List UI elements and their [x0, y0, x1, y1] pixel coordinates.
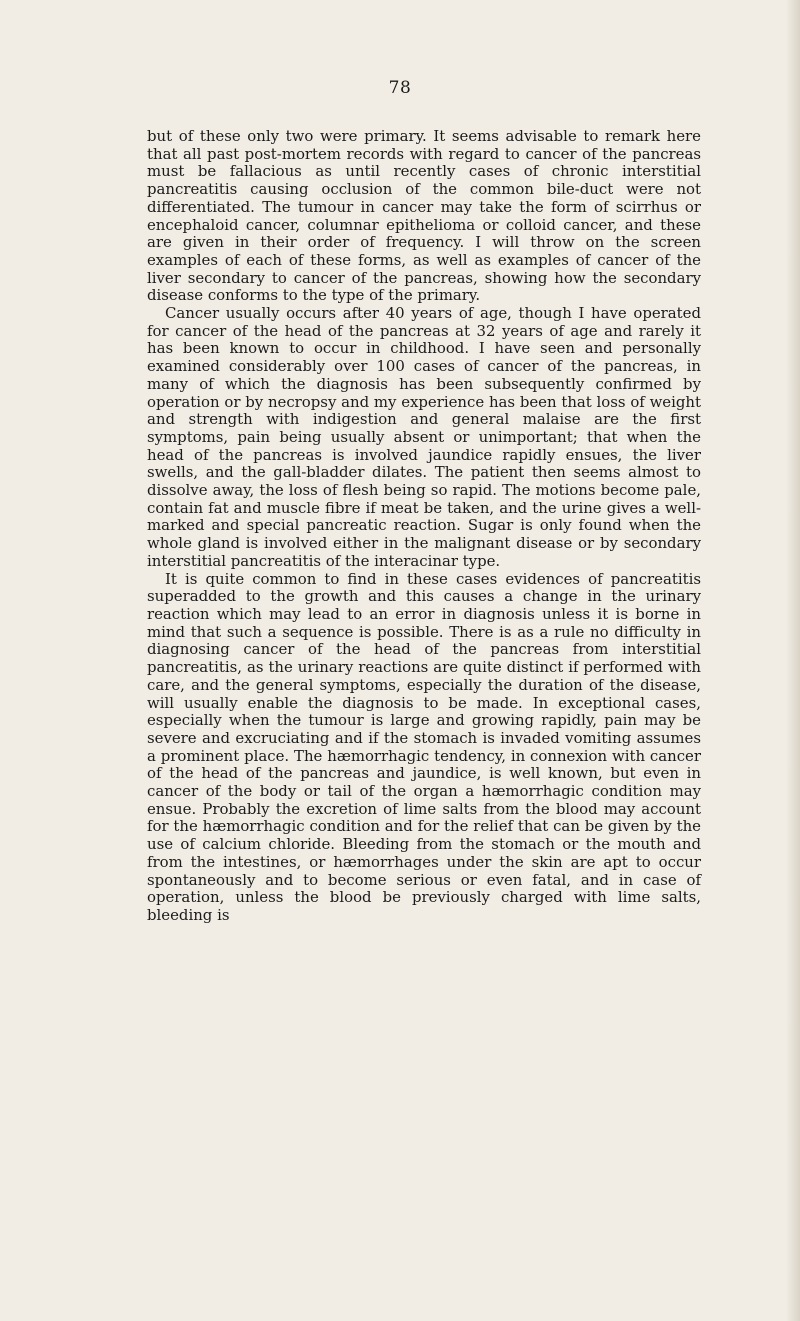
paragraph-1: but of these only two were primary. It seems advisable to remark here that all past post-mortem records with regard to cancer of the pancreas must be fallacious as until recently cases of chronic interstitial pancreatitis causing occlusion of the common bile-duct were not differentiated. The tumour in cancer may take the form of scirrhus or encephaloid cancer, columnar epithelioma or colloid cancer, and these are given in their order of frequency. I will throw on the screen examples of each of these forms, as well as examples of cancer of the liver secondary to cancer of the pancreas, showing how the secondary disease conforms to the type of the primary. — [147, 127, 701, 305]
paragraph-2: Cancer usually occurs after 40 years of age, though I have operated for cancer of the head of the pancreas at 32 years of age and rarely it has been known to occur in childhood. I have seen and personally examined considerably over 100 cases of cancer of the pancreas, in many of which the diagnosis has been subsequently confirmed by operation or by necropsy and my experience has been that loss of weight and strength with indigestion and general malaise are the first symptoms, pain being usually absent or unimportant; that when the head of the pancreas is involved jaundice rapidly ensues, the liver swells, and the gall-bladder dilates. The patient then seems almost to dissolve away, the loss of flesh being so rapid. The motions become pale, contain fat and muscle fibre if meat be taken, and the urine gives a well-marked and special pancreatic reaction. Sugar is only found when the whole gland is involved either in the malignant disease or by secondary interstitial pancreatitis of the interacinar type. — [147, 304, 701, 570]
body-text — [147, 128, 701, 925]
paragraph-3: It is quite common to find in these cases evidences of pancreatitis superadded to the growth and this causes a change in the urinary reaction which may lead to an error in diagnosis unless it is borne in mind that such a sequence is possible. There is as a rule no difficulty in diagnosing cancer of the head of the pancreas from interstitial pancreatitis, as the urinary reactions are quite distinct if performed with care, and the general symptoms, especially the duration of the disease, will usually enable the diagnosis to be made. In exceptional cases, especially when the tumour is large and growing rapidly, pain may be severe and excruciating and if the stomach is invaded vomiting assumes a prominent place. The hæmorrhagic tendency, in connexion with cancer of the head of the pancreas and jaundice, is well known, but even in cancer of the body or tail of the organ a hæmorrhagic condition may ensue. Probably the excretion of lime salts from the blood may account for the hæmorrhagic condition and for the relief that can be given by the use of calcium chloride. Bleeding from the stomach or the mouth and from the intestines, or hæmorrhages under the skin are apt to occur spontaneously and to become serious or even fatal, and in case of operation, unless the blood be previously charged with lime salts, bleeding is — [147, 569, 701, 924]
page-number: 78 — [388, 78, 412, 98]
page-edge-shadow — [786, 0, 800, 1321]
